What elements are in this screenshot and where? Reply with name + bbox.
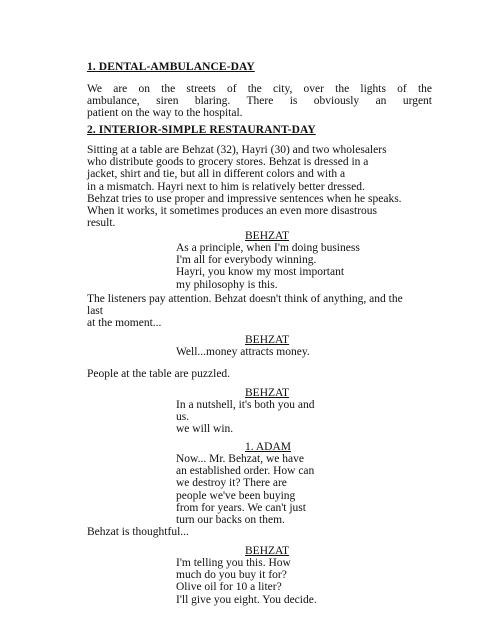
dialogue-line: As a principle, when I'm doing business xyxy=(176,242,360,254)
action-block xyxy=(87,526,432,538)
dialogue-line: I'm telling you this. How xyxy=(176,557,291,569)
action-line: The listeners pay attention. Behzat doesn't think of anything, and the xyxy=(87,293,403,305)
character-name: BEHZAT xyxy=(245,545,290,557)
action-block xyxy=(87,293,432,330)
action-line: result. xyxy=(87,217,116,230)
character-name: BEHZAT xyxy=(245,230,290,242)
dialogue-line: much do you buy it for? xyxy=(176,569,287,582)
dialogue-line: from for years. We can't just xyxy=(176,501,306,514)
action-line: in a mismatch. Hayri next to him is relatively better dressed. xyxy=(87,180,365,193)
scene-heading-2: 2. INTERIOR-SIMPLE RESTAURANT-DAY xyxy=(87,124,316,136)
scene-2-action xyxy=(87,144,432,229)
dialogue-line: an established order. How can xyxy=(176,465,315,478)
dialogue-line: Olive oil for 10 a liter? xyxy=(176,581,282,594)
character-name: 1. ADAM xyxy=(245,441,292,453)
action-line: at the moment... xyxy=(87,317,162,330)
dialogue-line: we destroy it? There are xyxy=(176,477,287,490)
dialogue-line: In a nutshell, it's both you and xyxy=(176,399,315,411)
action-line: ambulance, siren blaring. There is obviously an urgent xyxy=(87,95,432,108)
character-name: BEHZAT xyxy=(245,387,290,399)
dialogue-line: we will win. xyxy=(176,423,234,436)
action-line: jacket, shirt and tie, but all in different colors and with a xyxy=(87,168,346,181)
dialogue-line: people we've been buying xyxy=(176,489,296,502)
dialogue-line: I'll give you eight. You decide. xyxy=(176,593,317,606)
dialogue-block xyxy=(176,346,376,358)
dialogue-line: Now... Mr. Behzat, we have xyxy=(176,453,304,465)
dialogue-block xyxy=(176,557,376,606)
dialogue-line: Well...money attracts money. xyxy=(176,346,310,358)
dialogue-line: Hayri, you know my most important xyxy=(176,266,345,279)
action-line: We are on the streets of the city, over the lights of the xyxy=(87,83,432,95)
action-line: When it works, it sometimes produces an even more disastrous xyxy=(87,205,377,218)
action-line: Behzat tries to use proper and impressive sentences when he speaks. xyxy=(87,192,402,205)
action-line: patient on the way to the hospital. xyxy=(87,107,243,120)
action-line: who distribute goods to grocery stores. Behzat is dressed in a xyxy=(87,156,369,169)
action-block xyxy=(87,368,432,380)
dialogue-line: my philosophy is this. xyxy=(176,278,278,291)
action-line: Behzat is thoughtful... xyxy=(87,526,189,538)
character-name: BEHZAT xyxy=(245,334,290,346)
scene-heading-1: 1. DENTAL-AMBULANCE-DAY xyxy=(87,61,255,73)
scene-1-action xyxy=(87,83,432,120)
dialogue-block xyxy=(176,242,376,291)
dialogue-block xyxy=(176,399,376,436)
dialogue-block xyxy=(176,453,376,526)
dialogue-line: turn our backs on them. xyxy=(176,514,285,527)
action-line: Sitting at a table are Behzat (32), Hayri (30) and two wholesalers xyxy=(87,144,387,156)
dialogue-line: I'm all for everybody winning. xyxy=(176,254,317,267)
dialogue-line: us. xyxy=(176,411,190,424)
action-line: last xyxy=(87,305,103,318)
action-line: People at the table are puzzled. xyxy=(87,368,231,380)
